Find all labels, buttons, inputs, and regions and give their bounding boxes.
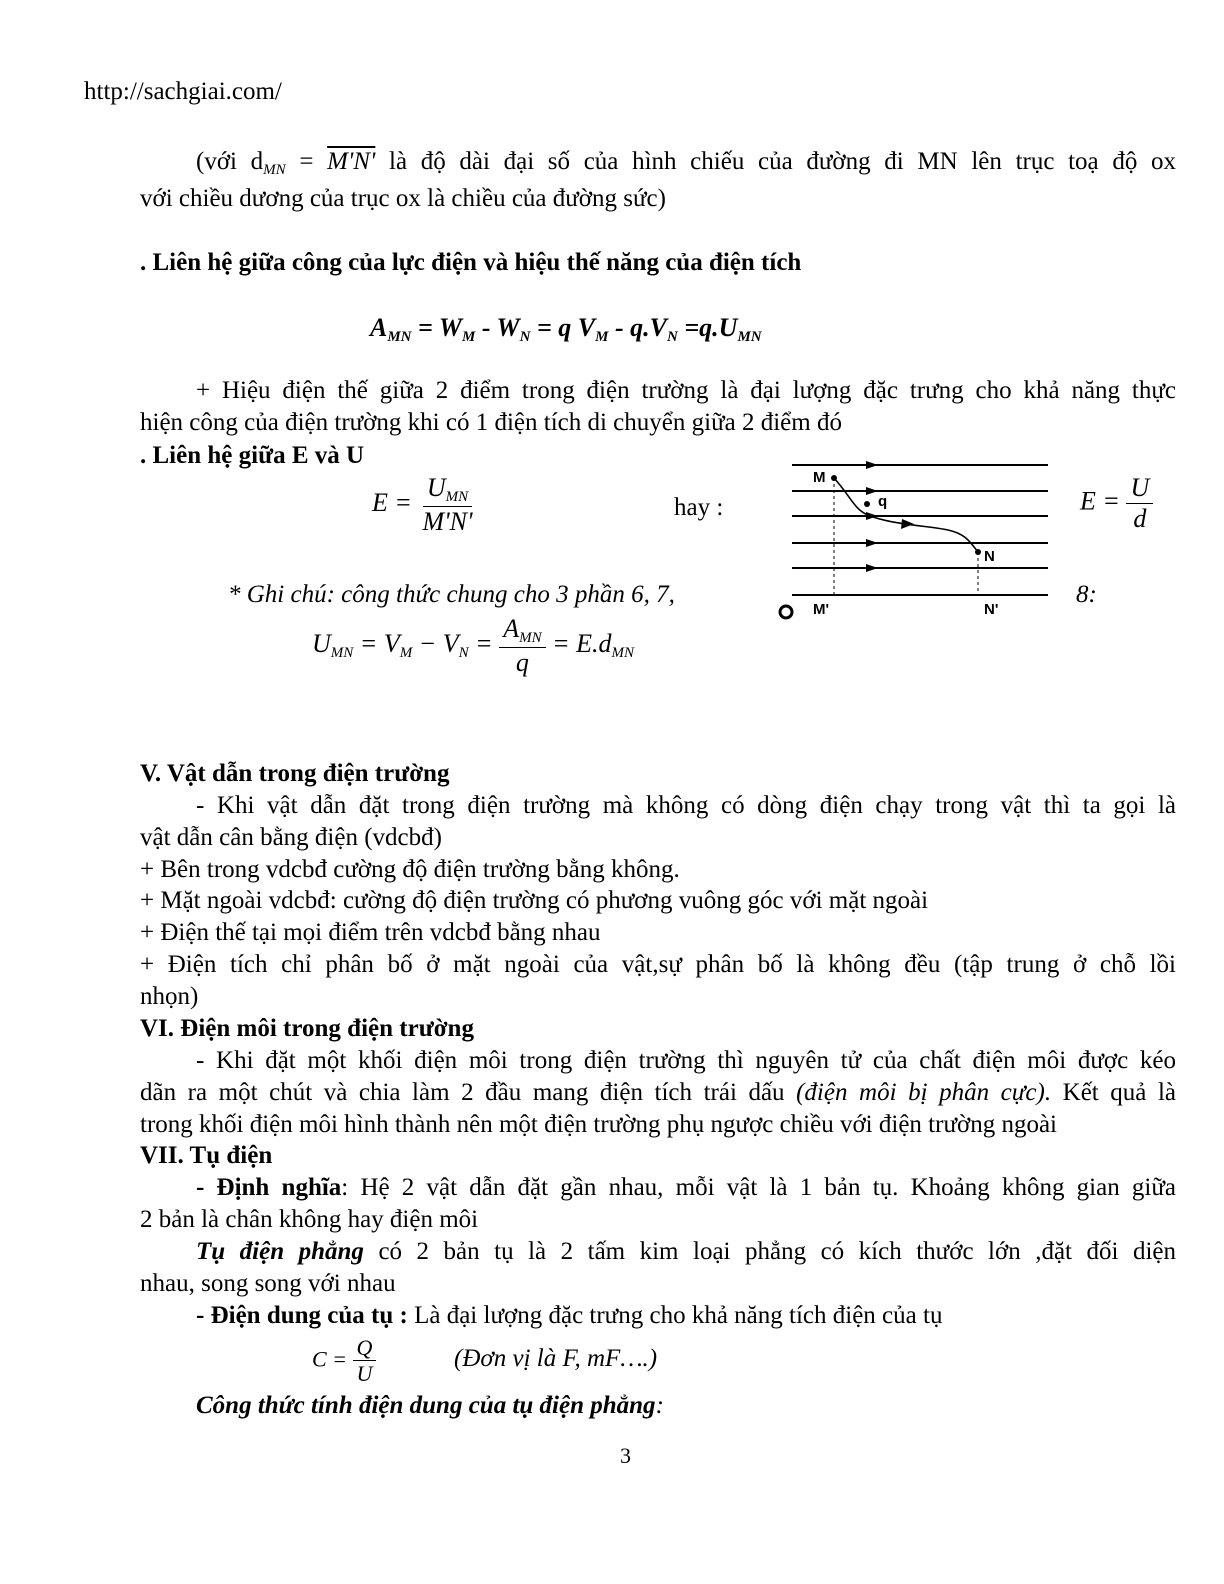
- label-m: M: [813, 469, 826, 486]
- fraction-numerator: Q: [353, 1336, 377, 1361]
- section-7-flat-capacitor: [140, 1237, 1176, 1267]
- section-5-bullet-2: + Mặt ngoài vdcbđ: cường độ điện trường có phương vuông góc với mặt ngoài: [140, 887, 929, 914]
- page-number: 3: [620, 1443, 631, 1468]
- section-5-p1a: - Khi vật dẫn đặt trong điện trường mà không có dòng điện chạy trong vật thì ta gọi là: [196, 792, 1176, 819]
- point-m: [831, 475, 837, 481]
- section-7-capacitance: [140, 1301, 1176, 1331]
- formula-lhs: E =: [372, 488, 412, 518]
- fraction: [418, 474, 476, 536]
- fraction-denominator: d: [1133, 503, 1147, 533]
- fraction-numerator: $U_{MN}$: [423, 474, 472, 507]
- label-q: q: [878, 493, 888, 510]
- formula-umn: $U_{MN} = V_M - V_N$ = $\frac{A_{MN}}{q}$ = $E.d_{MN}$: [312, 614, 635, 677]
- field-line-diagram: [770, 450, 1060, 630]
- section-5-heading: V. Vật dẫn trong điện trường: [140, 760, 450, 787]
- section-5-bullet-4b: nhọn): [140, 983, 199, 1010]
- flat-formula-colon: :: [655, 1392, 664, 1419]
- fraction: [1126, 474, 1153, 533]
- section-eu-heading: . Liên hệ giữa E và U: [140, 442, 365, 469]
- intro-sub: MN: [263, 162, 286, 178]
- arrow-icon: [866, 487, 878, 495]
- arrow-icon: [866, 461, 878, 469]
- section-6-p2-post: Kết quả là: [1051, 1079, 1176, 1106]
- fraction-denominator: U: [356, 1361, 373, 1387]
- fraction-numerator: U: [1126, 474, 1153, 504]
- flat-formula-heading-text: Công thức tính điện dung của tụ điện phẳng: [196, 1392, 656, 1419]
- label-n: N: [984, 548, 995, 565]
- label-m-prime: M': [813, 601, 830, 618]
- intro-line-2: với chiều dương của trục ox là chiều của đường sức): [140, 185, 666, 212]
- definition-label: - Định nghĩa: [196, 1174, 342, 1201]
- capacitance-text: Là đại lượng đặc trưng cho khả năng tích điện của tụ: [407, 1302, 943, 1329]
- section-6-p1: - Khi đặt một khối điện môi trong điện trường thì nguyên tử của chất điện môi được kéo: [196, 1047, 1176, 1074]
- work-formula: $A_{MN} = W_M - W_N = q$ $V_M - q.V_N =q.U_{MN}$: [370, 313, 762, 345]
- section-5-bullet-4a: + Điện tích chỉ phân bố ở mặt ngoài của vật,sự phân bố là không đều (tập trung ở chỗ lồi: [140, 951, 1176, 978]
- charge-q: [864, 501, 870, 507]
- capacitance-label: - Điện dung của tụ :: [196, 1302, 408, 1329]
- hay-label: hay :: [674, 494, 724, 521]
- section-7-definition: [140, 1173, 1176, 1203]
- fraction-denominator: q: [515, 647, 529, 677]
- section-7-heading: VII. Tụ điện: [140, 1142, 273, 1169]
- formula-e-ud: [1080, 474, 1153, 533]
- section-7-definition-2: 2 bản là chân không hay điện môi: [140, 1206, 479, 1233]
- section-6-heading: VI. Điện môi trong điện trường: [140, 1015, 474, 1042]
- fraction-denominator: M'N': [422, 506, 473, 536]
- intro-eq: =: [285, 148, 328, 175]
- point-n: [975, 549, 981, 555]
- intro-text: (với d: [196, 148, 264, 175]
- flat-capacitor-label: Tụ điện phẳng: [196, 1238, 364, 1265]
- work-text-1: + Hiệu điện thế giữa 2 điểm trong điện trường là đại lượng đặc trưng cho khả năng thực: [196, 377, 1176, 404]
- arrow-icon: [866, 564, 878, 572]
- fraction: [353, 1336, 377, 1386]
- fraction-numerator: $A_{MN}$: [499, 615, 545, 648]
- header-url: http://sachgiai.com/: [84, 78, 282, 105]
- section-work-heading: . Liên hệ giữa công của lực điện và hiệu thế năng của điện tích: [140, 249, 802, 276]
- field-lines: [792, 465, 1048, 595]
- section-6-p2: [140, 1078, 1176, 1108]
- section-5-bullet-3: + Điện thế tại mọi điểm trên vdcbđ bằng nhau: [140, 919, 601, 946]
- section-5-p1b: vật dẫn cân bằng điện (vdcbđ): [140, 824, 442, 851]
- intro-text-post: là độ dài đại số của hình chiếu của đường đi MN lên trục toạ độ ox: [375, 148, 1176, 175]
- capacitance-unit: (Đơn vị là F, mF….): [454, 1345, 658, 1372]
- formula-c-qu: [312, 1336, 376, 1386]
- formula-lhs: E =: [1080, 486, 1120, 516]
- flat-capacitor-text: có 2 bản tụ là 2 tấm kim loại phẳng có kích thước lớn ,đặt đối diện: [363, 1238, 1176, 1265]
- origin-o: [780, 606, 792, 618]
- intro-line-1: [140, 147, 1176, 185]
- fraction: [499, 615, 545, 677]
- section-6-p2-italic: (điện môi bị phân cực).: [796, 1079, 1052, 1106]
- formula-lhs: C =: [312, 1346, 348, 1372]
- formula-e-umn: [372, 474, 477, 536]
- section-6-p2-text: dãn ra một chút và chia làm 2 đầu mang điện tích trái dấu: [140, 1079, 797, 1106]
- arrow-icon: [866, 539, 878, 547]
- intro-overline: M'N': [327, 148, 376, 175]
- note-text: * Ghi chú: công thức chung cho 3 phần 6, 7,: [228, 581, 675, 608]
- section-7-flat-capacitor-2: nhau, song song với nhau: [140, 1270, 396, 1297]
- section-5-bullet-1: + Bên trong vdcbđ cường độ điện trường bằng không.: [140, 856, 680, 883]
- definition-text: : Hệ 2 vật dẫn đặt gần nhau, mỗi vật là 1 bản tụ. Khoảng không gian giữa: [341, 1174, 1176, 1201]
- label-n-prime: N': [984, 601, 999, 618]
- work-text-2: hiện công của điện trường khi có 1 điện tích di chuyển giữa 2 điểm đó: [140, 409, 842, 436]
- section-6-p3: trong khối điện môi hình thành nên một điện trường phụ ngược chiều với điện trường ngoài: [140, 1111, 1058, 1138]
- note-end: 8:: [1076, 581, 1097, 608]
- flat-formula-heading: [196, 1392, 664, 1420]
